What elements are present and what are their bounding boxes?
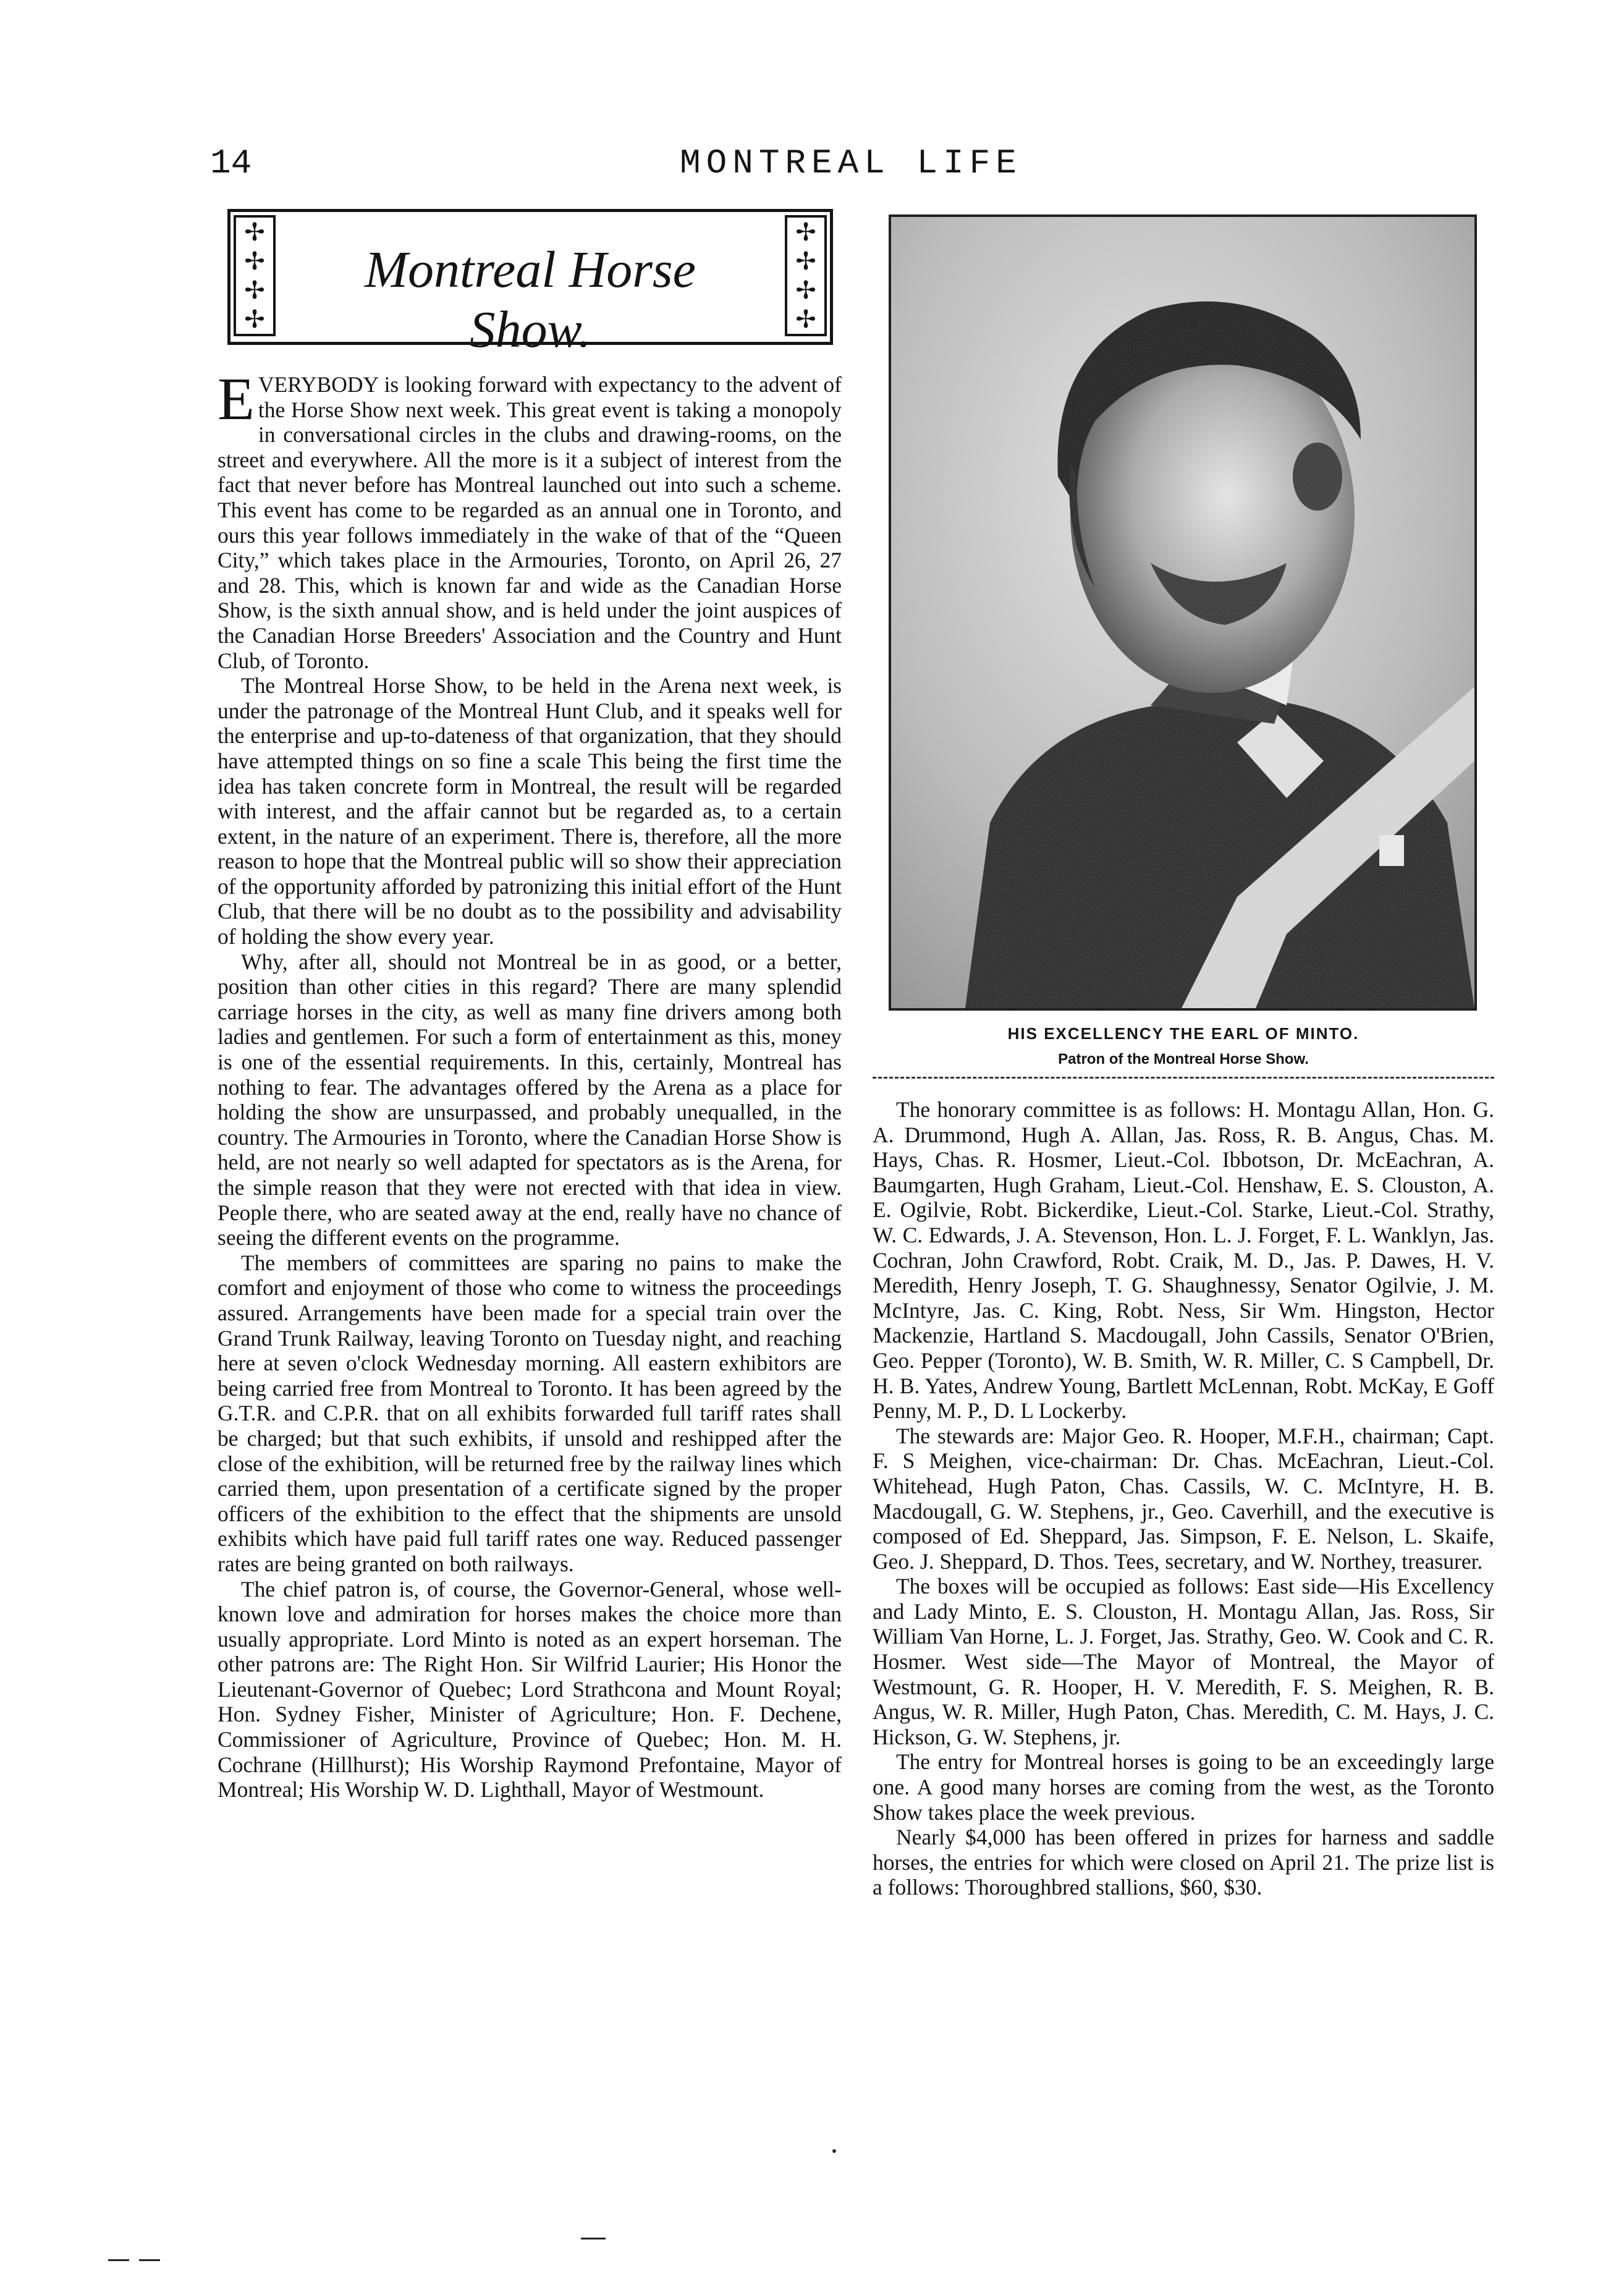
paragraph-text: VERYBODY is looking forward with expectancy to the advent of the Horse Show next week. This great event is taking a monopoly in conversational circles in the clubs and drawing-rooms, on the street and everywhere. All the more is it a subject of interest from the fact that never before has Montreal launched out into such a scheme. This event has come to be regarded as an annual one in Toronto, and ours this year follows immediately in the wake of that of the “Queen City,” which takes place in the Armouries, Toronto, on April 26, 27 and 28. This, which is known far and wide as the Canadian Horse Show, is the sixth annual show, and is held under the joint auspices of the Canadian Horse Breeders' Association and the Country and Hunt Club, of Toronto. [218,372,842,673]
drop-cap: E [218,366,255,433]
article-title: Montreal Horse Show. [365,241,696,359]
paragraph: The stewards are: Major Geo. R. Hooper, M.F.H., chairman; Capt. F. S Meighen, vice-chairman: Dr. Chas. McEachran, Lieut.-Col. Whitehead, Hugh Paton, Chas. Cassils, W. C. McIntyre, H. B. Macdougall, G. W. Stephens, jr., Geo. Caverhill, and the executive is composed of Ed. Sheppard, Jas. Simpson, F. E. Nelson, L. Skaife, Geo. J. Sheppard, D. Thos. Tees, secretary, and W. Northey, treasurer. [873,1423,1494,1574]
paragraph: The boxes will be occupied as follows: East side—His Excellency and Lady Minto, E. S. Clouston, H. Montagu Allan, Jas. Ross, Sir William Van Horne, L. J. Forget, Jas. Strathy, Geo. W. Cook and C. R. Hosmer. West side—The Mayor of Montreal, the Mayor of Westmount, G. R. Hooper, H. V. Meredith, F. S. Meighen, R. B. Angus, W. R. Miller, Hugh Paton, Chas. Meredith, C. M. Hays, J. C. Hickson, G. W. Stephens, jr. [873,1574,1494,1749]
print-speck [108,2259,129,2261]
ornament-cross-icon: ✢ [244,247,265,275]
caption-divider [873,1077,1494,1079]
portrait-photo [889,214,1477,1011]
portrait-illustration [891,217,1474,1008]
paragraph: The entry for Montreal horses is going to be an exceedingly large one. A good many horses are coming from the west, as the Toronto Show takes place the week previous. [873,1749,1494,1825]
ornament-cross-icon: ✢ [244,218,265,246]
running-title: MONTREAL LIFE [680,143,1022,183]
left-ornament [234,215,276,336]
figure-caption-title: HIS EXCELLENCY THE EARL OF MINTO. [1007,1024,1360,1043]
paragraph: The honorary committee is as follows: H. Montagu Allan, Hon. G. A. Drummond, Hugh A. Allan, Jas. Ross, R. B. Angus, Chas. M. Hays, Chas. R. Hosmer, Lieut.-Col. Ibbotson, Dr. McEachran, A. Baumgarten, Hugh Graham, Lieut.-Col. Henshaw, E. S. Clouston, A. E. Ogilvie, Robt. Bickerdike, Lieut.-Col. Starke, Lieut.-Col. Strathy, W. C. Edwards, J. A. Stevenson, Hon. L. J. Forget, F. L. Wanklyn, Jas. Cochran, John Crawford, Robt. Craik, M. D., Jas. P. Dawes, H. V. Meredith, Henry Joseph, T. G. Shaughnessy, Senator Ogilvie, J. M. McIntyre, Jas. C. King, Robt. Ness, Sir Wm. Hingston, Hector Mackenzie, Hartland S. Macdougall, John Cassils, Senator O'Brien, Geo. Pepper (Toronto), W. B. Smith, W. R. Miller, C. S Campbell, Dr. H. B. Yates, Andrew Young, Bartlett McLennan, Robt. McKay, E Goff Penny, M. P., D. L Lockerby. [873,1097,1494,1424]
right-ornament [785,215,827,336]
print-speck [581,2238,606,2239]
ornament-cross-icon: ✢ [795,247,816,275]
page-number: 14 [210,143,252,183]
ornament-cross-icon: ✢ [795,276,816,304]
paragraph: The chief patron is, of course, the Governor-General, whose well-known love and admiration for horses makes the choice more than usually appropriate. Lord Minto is noted as an expert horseman. The other patrons are: The Right Hon. Sir Wilfrid Laurier; His Honor the Lieutenant-Governor of Quebec; Lord Strathcona and Mount Royal; Hon. Sydney Fisher, Minister of Agriculture; Hon. F. Dechene, Commissioner of Agriculture, Province of Quebec; Hon. M. H. Cochrane (Hillhurst); His Worship Raymond Prefontaine, Mayor of Montreal; His Worship W. D. Lighthall, Mayor of Westmount. [218,1576,842,1802]
print-speck [139,2259,160,2261]
ornament-cross-icon: ✢ [795,218,816,246]
article-title-box [227,209,833,359]
ornament-cross-icon: ✢ [244,305,265,333]
ornament-cross-icon: ✢ [795,305,816,333]
paragraph: Nearly $4,000 has been offered in prizes for harness and saddle horses, the entries for which were closed on April 21. The prize list is a follows: Thoroughbred stallions, $60, $30. [873,1825,1494,1900]
paragraph: The members of committees are sparing no pains to make the comfort and enjoyment of those who come to witness the proceedings assured. Arrangements have been made for a special train over the Grand Trunk Railway, leaving Toronto on Tuesday night, and reaching here at seven o'clock Wednesday morning. All eastern exhibitors are being carried free from Montreal to Toronto. It has been agreed by the G.T.R. and C.P.R. that on all exhibits forwarded full tariff rates shall be charged; but that such exhibits, if unsold and reshipped after the close of the exhibition, will be returned free by the railway lines which carried them, upon presentation of a certificate signed by the proper officers of the exhibition to the effect that the shipments are unsold exhibits which have paid full tariff rates one way. Reduced passenger rates are being granted on both railways. [218,1250,842,1576]
paragraph [218,366,842,673]
ornament-cross-icon: ✢ [244,276,265,304]
right-column [873,1097,1494,1900]
left-column [218,366,842,1802]
figure-caption-subtitle: Patron of the Montreal Horse Show. [1058,1051,1309,1068]
paragraph: The Montreal Horse Show, to be held in the Arena next week, is under the patronage of the Montreal Hunt Club, and it speaks well for the enterprise and up-to-dateness of that organization, that they should have attempted things on so fine a scale This being the first time the idea has taken concrete form in Montreal, the result will be regarded with interest, and the affair cannot but be regarded as, to a certain extent, in the nature of an experiment. There is, therefore, all the more reason to hope that the Montreal public will so show their appreciation of the opportunity afforded by patronizing this initial effort of the Hunt Club, that there will be no doubt as to the possibility and advisability of holding the show every year. [218,673,842,949]
paragraph: Why, after all, should not Montreal be in as good, or a better, position than other cities in this regard? There are many splendid carriage horses in the city, as well as many fine drivers among both ladies and gentlemen. For such a form of entertainment as this, money is one of the essential requirements. In this, certainly, Montreal has nothing to fear. The advantages offered by the Arena as a place for holding the show are unsurpassed, and probably unequalled, in the country. The Armouries in Toronto, where the Canadian Horse Show is held, are not nearly so well adapted for spectators as is the Arena, for the simple reason that they were not erected with that idea in view. People there, who are seated away at the end, really have no chance of seeing the different events on the programme. [218,949,842,1250]
print-speck [832,2149,836,2153]
